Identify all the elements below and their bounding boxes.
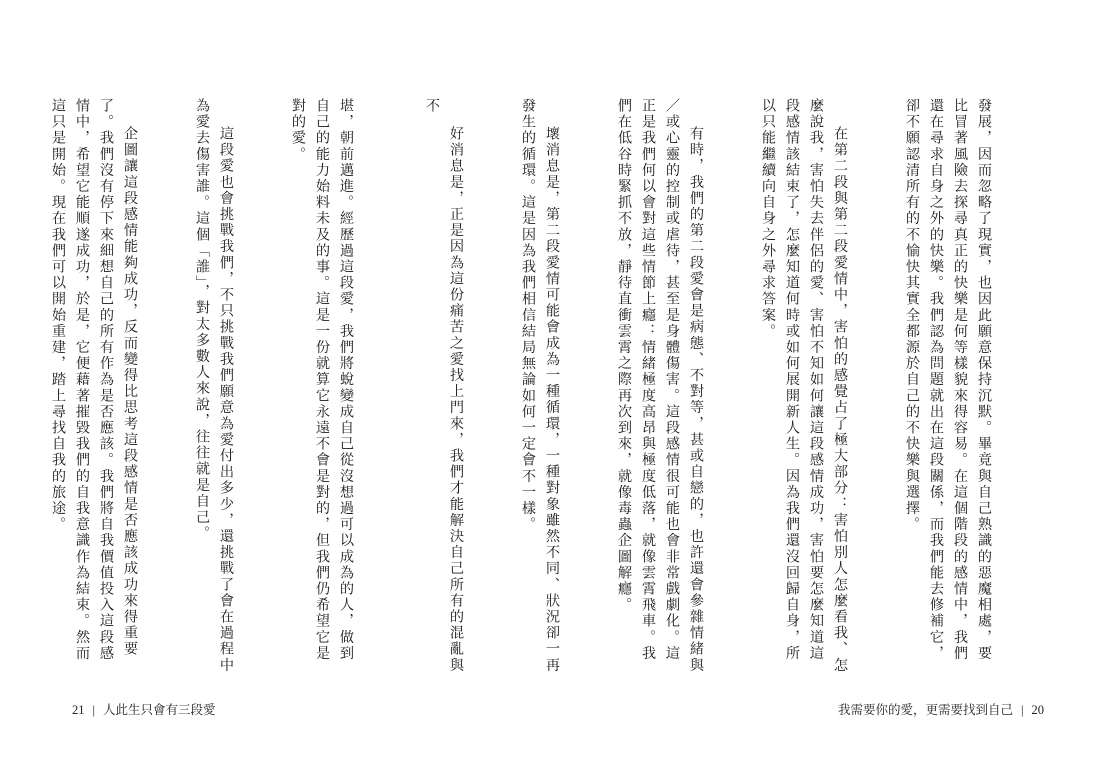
footer-separator: |: [1020, 703, 1024, 717]
left-page-body: [0, 98, 406, 676]
footer-separator: |: [92, 703, 96, 717]
paragraph: 發展，因而忽略了現實，也因此願意保持沉默。畢竟與自己熟識的惡魔相處，要比冒著風險去探尋真正的快樂是何等樣貌來得容易。在這個階段的感情中，我們還在尋求自身之外的快樂。我們認為問題就出在這段關係，而我們能去修補它，卻不願認清所有的不愉快其實全都源於自己的不快樂與選擇。: [904, 98, 992, 662]
right-page-body: [372, 98, 1044, 676]
paragraph: 壞消息是，第二段愛情可能會成為一種循環，一種對象雖然不同、狀況卻一再發生的循環。這是因為我們相信結局無論如何一定會不一樣。: [520, 98, 560, 674]
page-number: 20: [1031, 703, 1044, 717]
right-page-footer: [838, 700, 1044, 718]
paragraph: 堪，朝前邁進。經歷過這段愛，我們將蛻變成自己從沒想過可以成為的人，做到自己的能力始料未及的事。這是一份就算它永遠不會是對的，但我們仍希望它是對的愛。: [290, 98, 354, 662]
paragraph: 好消息是，正是因為這份痛苦之愛找上門來，我們才能解決自己所有的混亂與不: [424, 98, 464, 674]
right-page: [424, 0, 1100, 781]
paragraph: 這段愛也會挑戰我們，不只挑戰我們願意為愛付出多少，還挑戰了會在過程中為愛去傷害誰。這個「誰」，對太多數人來說，往往就是自己。: [194, 98, 234, 674]
left-page-footer: [72, 700, 216, 718]
running-head: 我需要你的愛，更需要找到自己: [837, 703, 1013, 717]
running-head: 人此生只會有三段愛: [103, 703, 216, 717]
paragraph: 在第二段與第二段愛情中，害怕的感覺占了極大部分：害怕別人怎麼看我、怎麼說我，害怕失去伴侶的愛、害怕不知如何讓這段感情成功，害怕要怎麼知道這段感情該結束了，怎麼知道何時或如何展開新人生。因為我們還沒回歸自身，所以只能繼續向自身之外尋求答案。: [760, 98, 848, 674]
page-number: 21: [72, 703, 85, 717]
paragraph: 有時，我們的第二段愛會是病態、不對等，甚或自戀的，也許還會參雜情緒與／或心靈的控制或虐待，甚至是身體傷害。這段感情很可能也會非常戲劇化。這正是我們何以會對這些情節上癮：情緒極度高昂與極度低落，就像雲霄飛車。我們在低谷時緊抓不放，靜待直衝雲霄之際再次到來，就像毒蟲企圖解癮。: [616, 98, 704, 674]
paragraph: 企圖讓這段感情能夠成功，反而變得比思考這段感情是否應該成功來得重要了。我們沒有停下來細想自己的所有作為是否應該。我們將自我價值投入這段感情中，希望它能順遂成功，於是，它便藉著摧毀我們的自我意識作為結束。然而這只是開始。現在我們可以開始重建，踏上尋找自我的旅途。: [50, 98, 138, 662]
